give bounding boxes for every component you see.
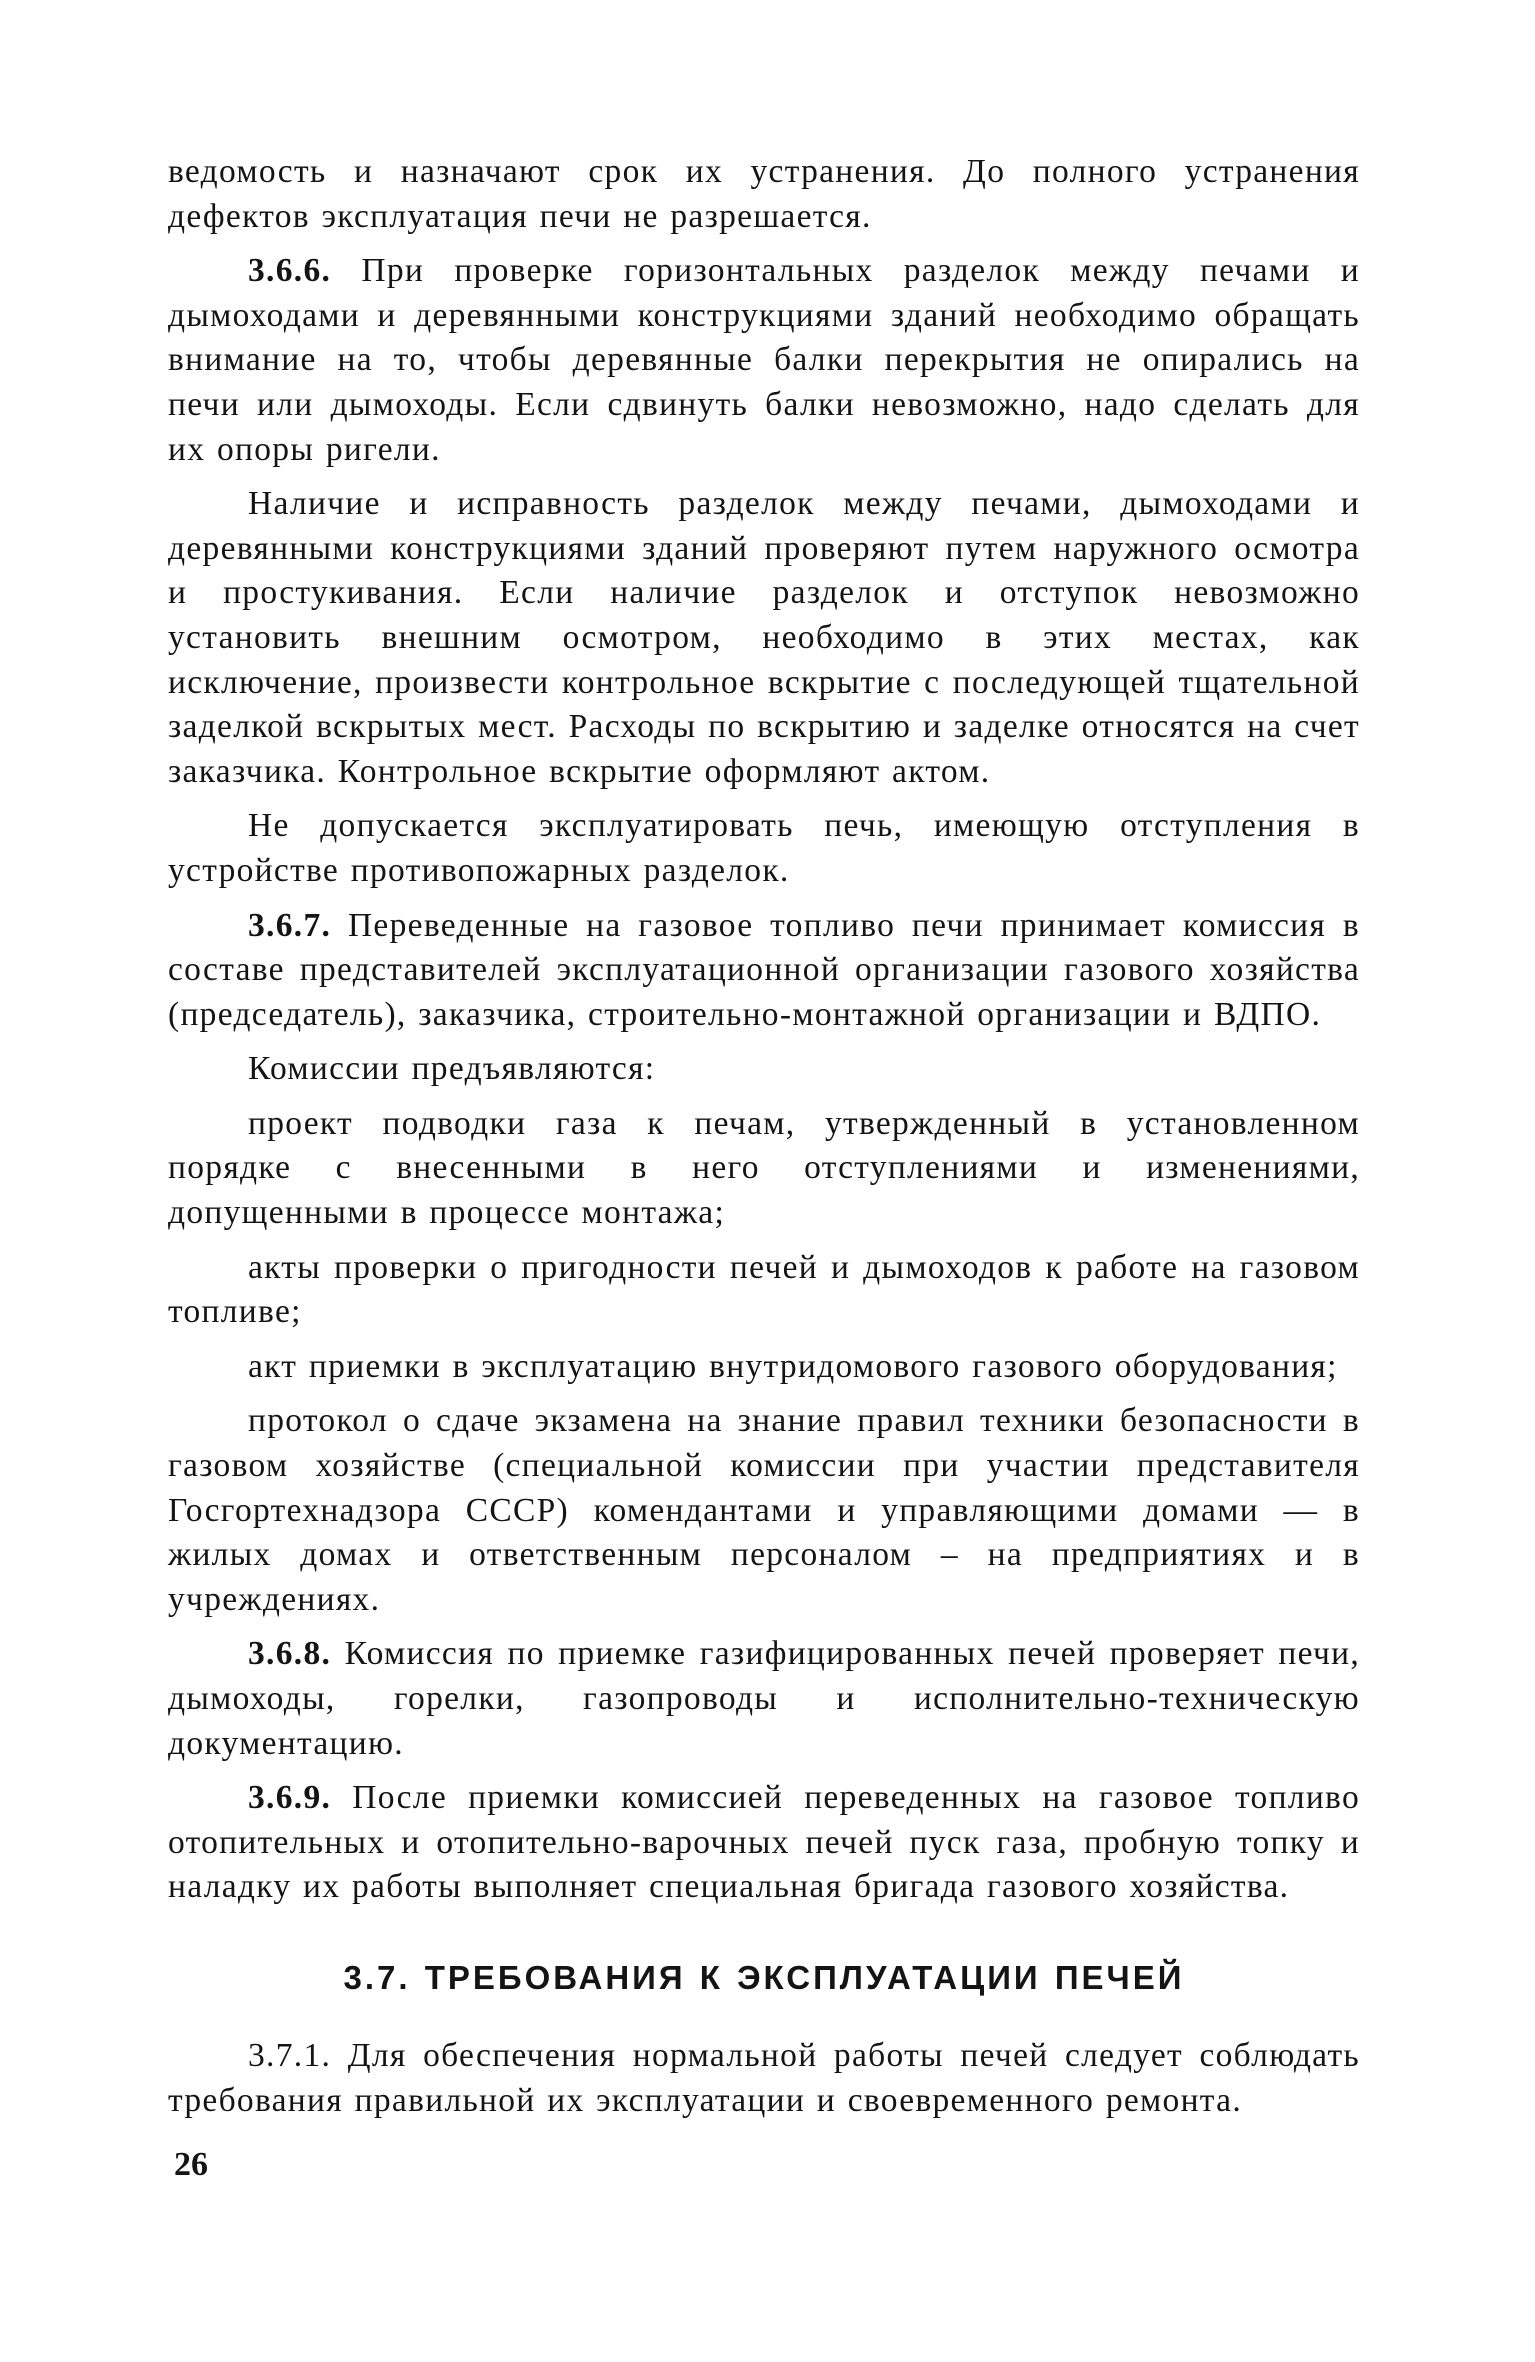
paragraph-text: Для обеспечения нормальной работы печей следует соблюдать требования правильной их эксплуатации и своевременного ремонта. xyxy=(168,2036,1360,2119)
paragraph-3-6-7 xyxy=(168,904,1360,1038)
paragraph-3-6-8 xyxy=(168,1632,1360,1766)
paragraph-prohibition xyxy=(168,804,1360,893)
clause-number: 3.6.8. xyxy=(248,1635,332,1673)
paragraph-text: Комиссия по приемке газифицированных печей проверяет печи, дымоходы, горелки, газопроводы и исполнительно-техническую документацию. xyxy=(168,1635,1360,1762)
paragraph-text: акты проверки о пригодности печей и дымоходов к работе на газовом топливе; xyxy=(168,1248,1360,1331)
list-item-project xyxy=(168,1102,1360,1236)
clause-number: 3.7.1. xyxy=(248,2036,332,2074)
paragraph-3-6-9 xyxy=(168,1776,1360,1910)
clause-number: 3.6.6. xyxy=(248,252,332,290)
list-item-acts xyxy=(168,1246,1360,1335)
section-heading: 3.7. ТРЕБОВАНИЯ К ЭКСПЛУАТАЦИИ ПЕЧЕЙ xyxy=(343,1958,1185,1996)
paragraph-inspection xyxy=(168,482,1360,794)
list-item-protocol xyxy=(168,1399,1360,1622)
paragraph-text: проект подводки газа к печам, утвержденный в установленном порядке с внесенными в него отступлениями и изменениями, допущенными в процессе монтажа; xyxy=(168,1104,1360,1232)
paragraph-text: Переведенные на газовое топливо печи принимает комиссия в составе представителей эксплуатационной организации газового хозяйства (председатель), заказчика, строительно-монтажной организации и ВДПО. xyxy=(168,906,1360,1033)
paragraph-text: При проверке горизонтальных разделок между печами и дымоходами и деревянными конструкциями зданий необходимо обращать внимание на то, чтобы деревянные балки перекрытия не опирались на печи или дымоходы. Если сдвинуть балки невозможно, надо сделать для их опоры ригели. xyxy=(168,252,1360,468)
paragraph-text: Не допускается эксплуатировать печь, имеющую отступления в устройстве противопожарных разделок. xyxy=(168,807,1360,889)
clause-number: 3.6.7. xyxy=(248,906,332,944)
paragraph-3-7-1 xyxy=(168,2034,1360,2123)
paragraph-3-6-6 xyxy=(168,249,1360,472)
clause-number: 3.6.9. xyxy=(248,1779,332,1817)
page-number: 26 xyxy=(174,2146,208,2183)
document-page xyxy=(168,150,1360,2133)
paragraph-commission-list-intro xyxy=(168,1047,1360,1092)
list-item-acceptance-act xyxy=(168,1345,1360,1390)
paragraph-text: Наличие и исправность разделок между печами, дымоходами и деревянными конструкциями зданий проверяют путем наружного осмотра и простукивания. Если наличие разделок и отступок невозможно установить внешним осмотром, необходимо в этих местах, как исключение, произвести контрольное вскрытие с последующей тщательной заделкой вскрытых мест. Расходы по вскрытию и заделке относятся на счет заказчика. Контрольное вскрытие оформляют актом. xyxy=(168,485,1360,790)
paragraph-text: Комиссии предъявляются: xyxy=(248,1050,656,1088)
paragraph-text: ведомость и назначают срок их устранения. До полного устранения дефектов эксплуатация печи не разрешается. xyxy=(168,153,1360,235)
paragraph-continuation xyxy=(168,150,1360,239)
paragraph-text: акт приемки в эксплуатацию внутридомового газового оборудования; xyxy=(248,1347,1338,1385)
paragraph-text: После приемки комиссией переведенных на газовое топливо отопительных и отопительно-варочных печей пуск газа, пробную топку и наладку их работы выполняет специальная бригада газового хозяйства. xyxy=(168,1779,1360,1906)
paragraph-text: протокол о сдаче экзамена на знание правил техники безопасности в газовом хозяйстве (специальной комиссии при участии представителя Госгортехнадзора СССР) комендантами и управляющими домами — в жилых домах и ответственным персоналом – на предприятиях и в учреждениях. xyxy=(168,1402,1360,1618)
